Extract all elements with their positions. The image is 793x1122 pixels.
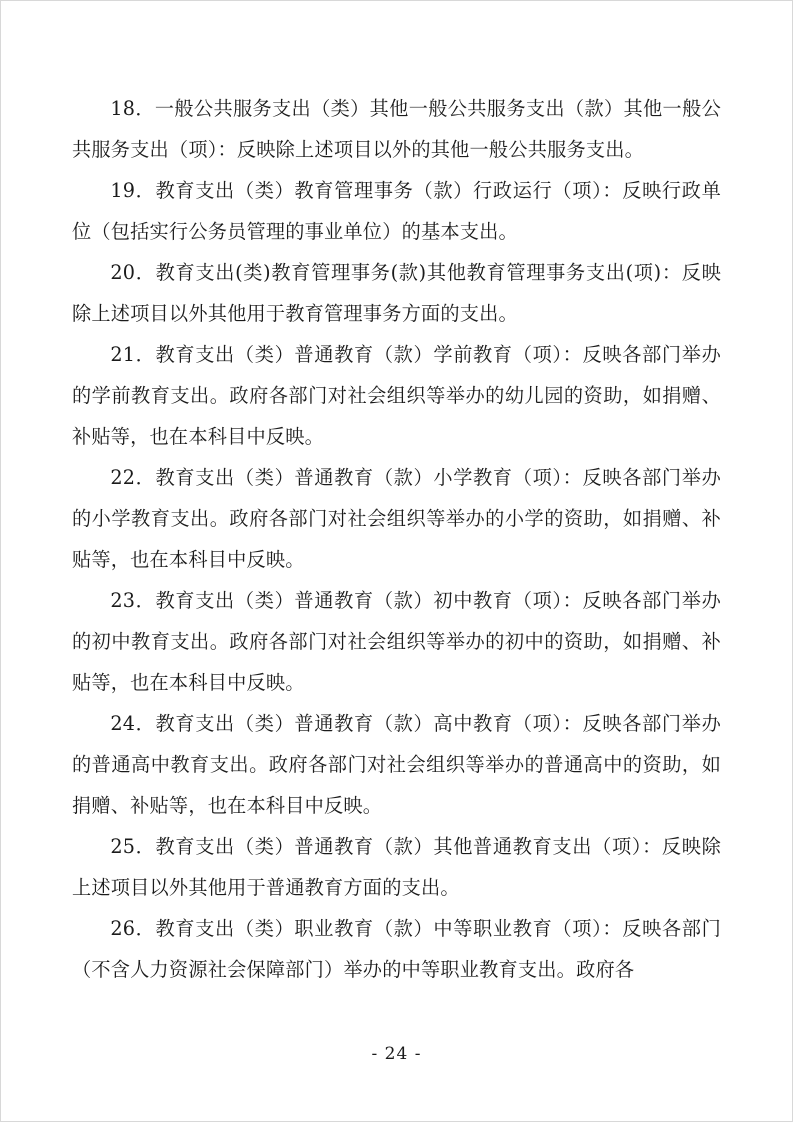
page-number: - 24 -: [371, 1044, 422, 1064]
paragraph-21: 21．教育支出（类）普通教育（款）学前教育（项）：反映各部门举办的学前教育支出。政府各部门对社会组织等举办的幼儿园的资助，如捐赠、补贴等，也在本科目中反映。: [72, 343, 721, 448]
paragraph-26: 26．教育支出（类）职业教育（款）中等职业教育（项）：反映各部门（不含人力资源社会保障部门）举办的中等职业教育支出。政府各: [72, 917, 721, 981]
paragraph-18: 18．一般公共服务支出（类）其他一般公共服务支出（款）其他一般公共服务支出（项）：反映除上述项目以外的其他一般公共服务支出。: [72, 97, 721, 161]
paragraph-23: 23．教育支出（类）普通教育（款）初中教育（项）：反映各部门举办的初中教育支出。政府各部门对社会组织等举办的初中的资助，如捐赠、补贴等，也在本科目中反映。: [72, 589, 721, 694]
paragraph-25: 25．教育支出（类）普通教育（款）其他普通教育支出（项）：反映除上述项目以外其他用于普通教育方面的支出。: [72, 835, 721, 899]
paragraph-24: 24．教育支出（类）普通教育（款）高中教育（项）：反映各部门举办的普通高中教育支出。政府各部门对社会组织等举办的普通高中的资助，如捐赠、补贴等，也在本科目中反映。: [72, 712, 721, 817]
paragraph-20: 20．教育支出(类)教育管理事务(款)其他教育管理事务支出(项)：反映除上述项目以外其他用于教育管理事务方面的支出。: [72, 261, 721, 325]
paragraph-22: 22．教育支出（类）普通教育（款）小学教育（项）：反映各部门举办的小学教育支出。政府各部门对社会组织等举办的小学的资助，如捐赠、补贴等，也在本科目中反映。: [72, 466, 721, 571]
page-body: [72, 88, 721, 990]
paragraph-19: 19．教育支出（类）教育管理事务（款）行政运行（项）：反映行政单位（包括实行公务员管理的事业单位）的基本支出。: [72, 179, 721, 243]
